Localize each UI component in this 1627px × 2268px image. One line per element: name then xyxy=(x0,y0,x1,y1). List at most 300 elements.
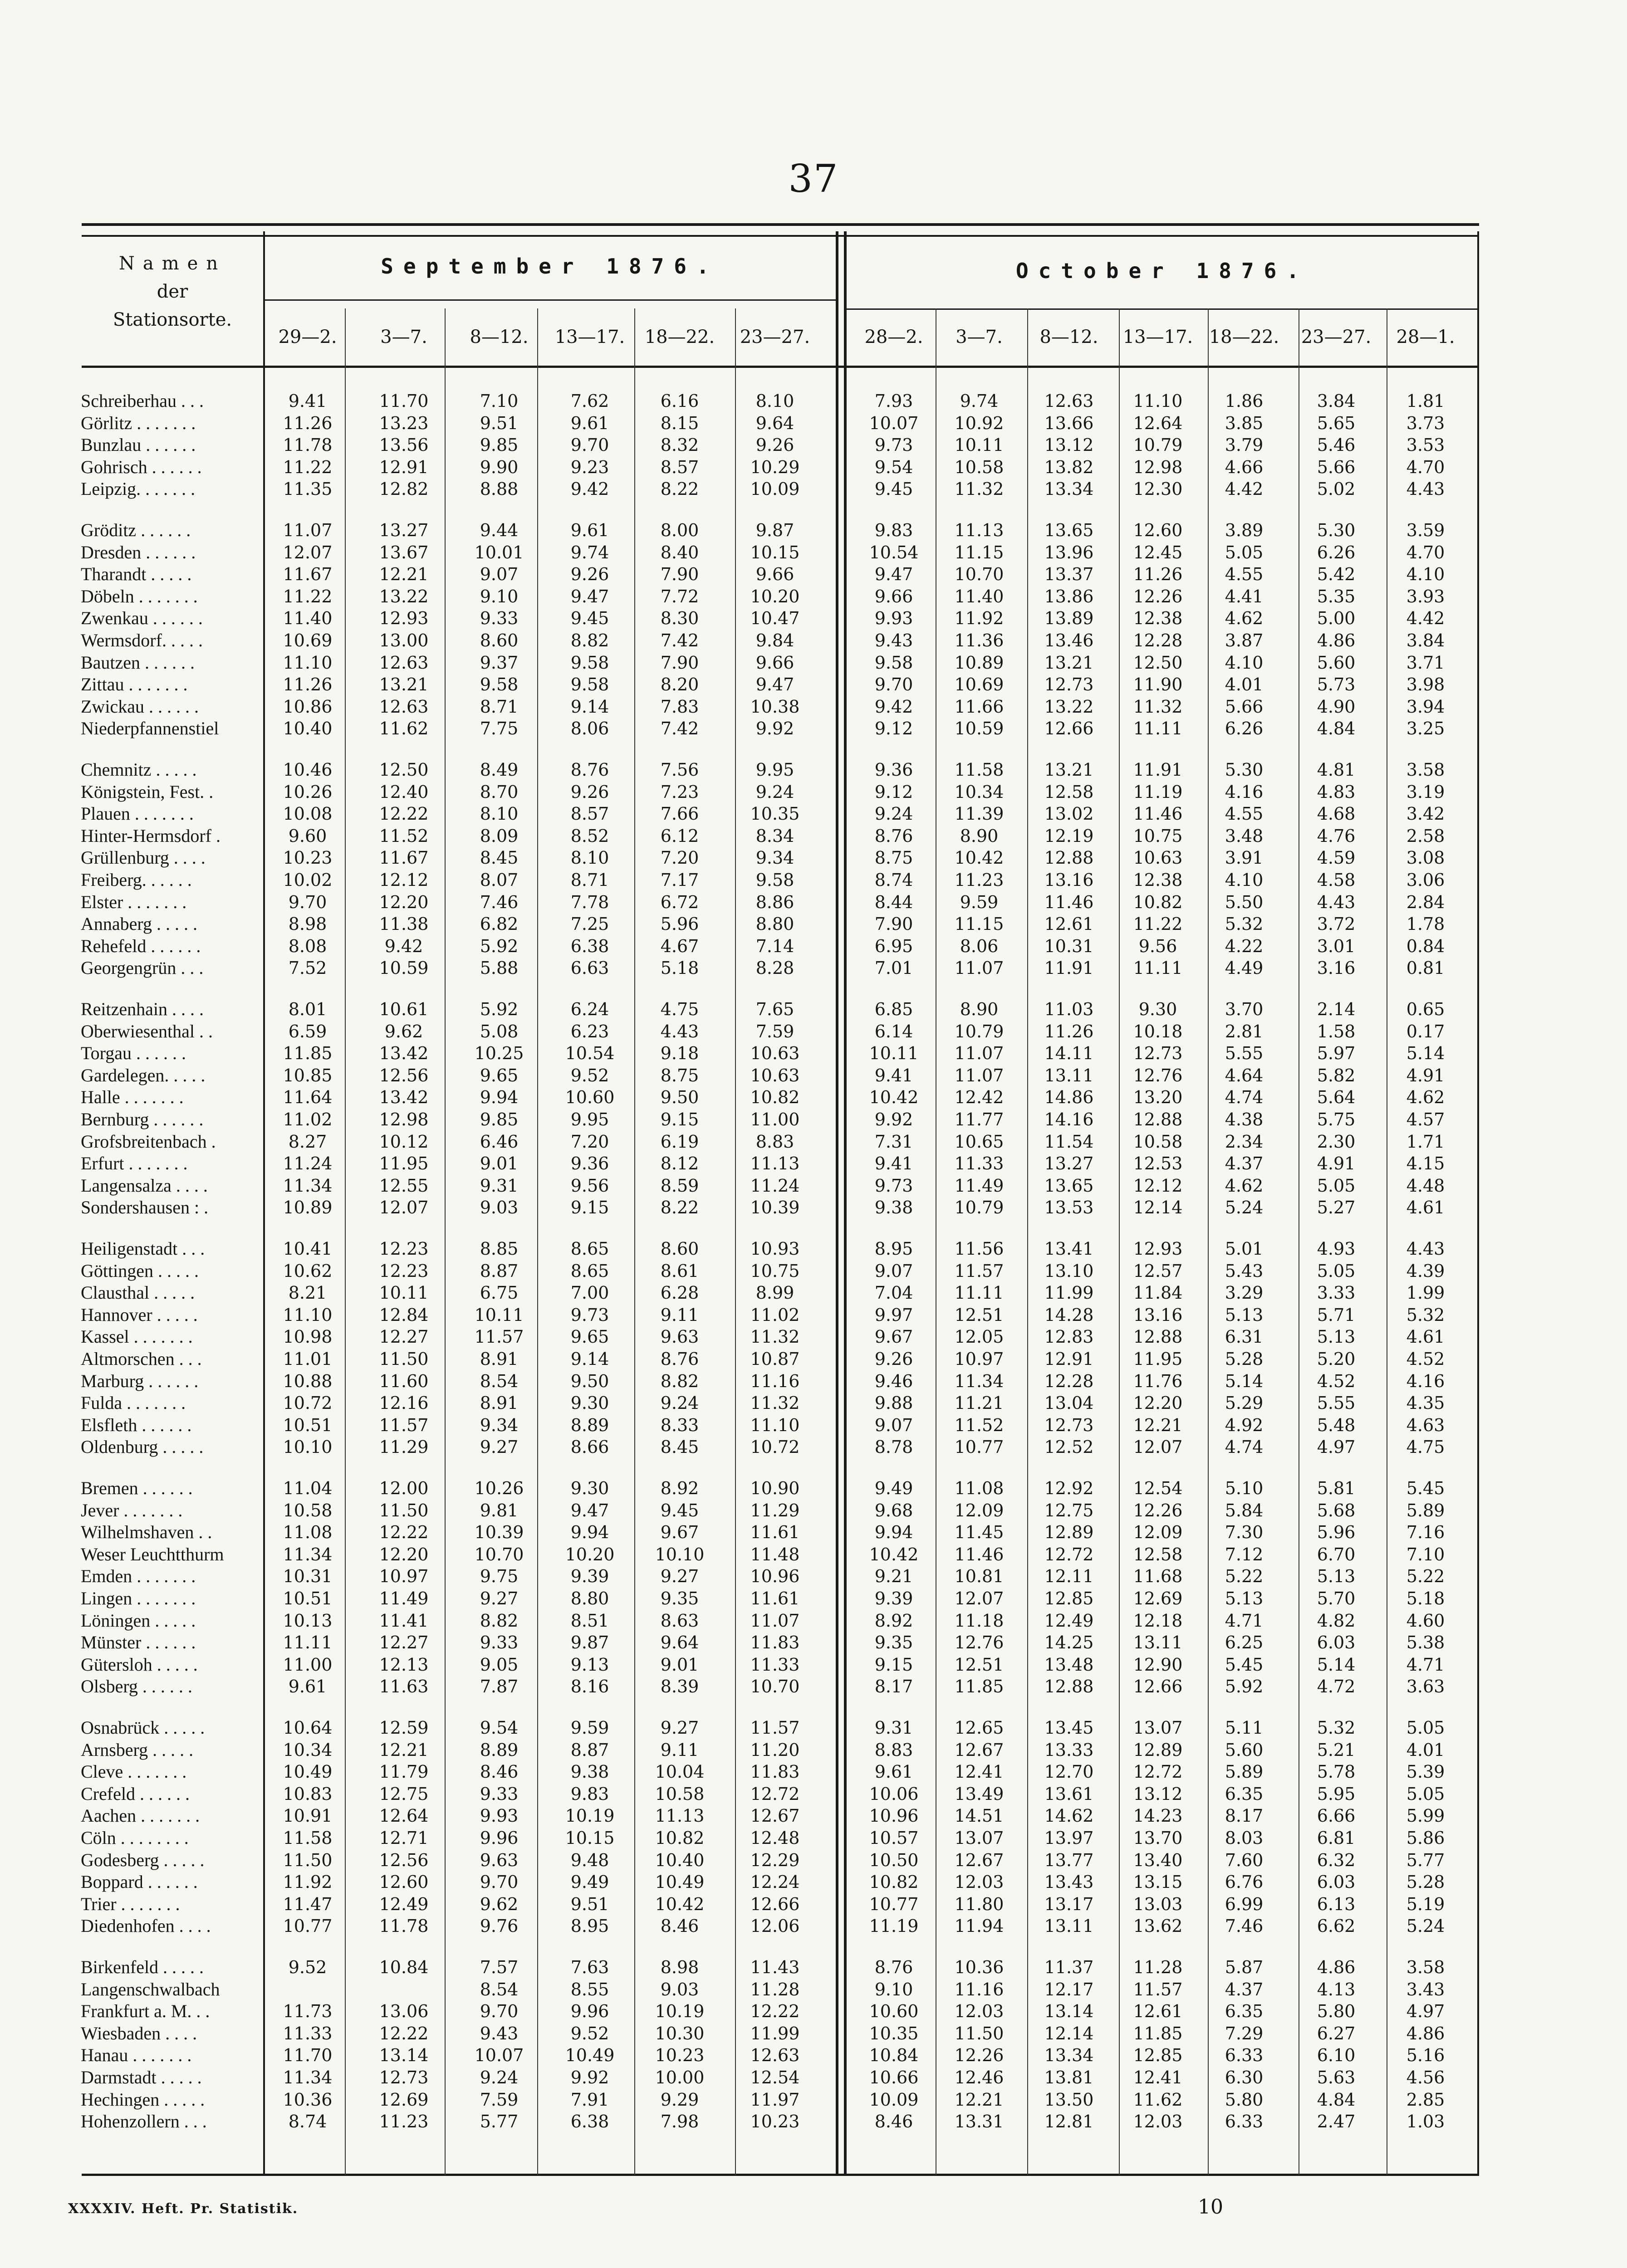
october-value: 4.37 xyxy=(1225,1979,1264,1999)
top-rule xyxy=(82,223,1479,226)
table-row xyxy=(0,1021,1627,1042)
october-value: 3.53 xyxy=(1406,435,1445,455)
station-name: Frankfurt a. M. . . xyxy=(81,2001,210,2022)
october-value: 9.49 xyxy=(874,1478,913,1498)
october-value: 9.61 xyxy=(874,1762,913,1782)
september-value: 9.61 xyxy=(570,413,609,433)
september-value: 9.29 xyxy=(660,2089,699,2110)
station-name: Chemnitz . . . . . xyxy=(81,759,197,780)
october-value: 12.72 xyxy=(1044,1544,1094,1564)
september-value: 7.75 xyxy=(480,719,519,739)
october-value: 12.07 xyxy=(1133,1437,1183,1457)
october-value: 9.43 xyxy=(874,631,913,650)
october-value: 2.14 xyxy=(1317,999,1356,1019)
october-value: 8.74 xyxy=(874,870,913,890)
september-value: 12.12 xyxy=(379,870,429,890)
october-value: 13.34 xyxy=(1044,479,1094,499)
october-value: 5.38 xyxy=(1406,1633,1445,1653)
september-value: 6.19 xyxy=(660,1131,699,1152)
october-value: 4.74 xyxy=(1225,1437,1264,1457)
september-value: 11.83 xyxy=(750,1633,800,1653)
october-value: 5.21 xyxy=(1317,1740,1356,1760)
october-value: 12.83 xyxy=(1044,1327,1094,1347)
station-name: Hanau . . . . . . . xyxy=(81,2045,192,2066)
september-value: 11.79 xyxy=(379,1762,429,1782)
september-value: 10.01 xyxy=(474,542,524,562)
october-value: 11.19 xyxy=(869,1916,919,1936)
september-value: 9.90 xyxy=(480,457,519,477)
october-title: October 1876. xyxy=(1015,259,1309,283)
september-value: 12.13 xyxy=(379,1654,429,1675)
table-row xyxy=(0,891,1627,913)
station-name: Gohrisch . . . . . . xyxy=(81,456,202,477)
october-value: 5.32 xyxy=(1406,1305,1445,1325)
september-value: 10.36 xyxy=(283,2089,333,2110)
september-value: 9.63 xyxy=(660,1327,699,1347)
september-value: 8.80 xyxy=(755,914,794,934)
september-value: 12.23 xyxy=(379,1239,429,1259)
september-value: 12.55 xyxy=(379,1175,429,1196)
september-value: 12.48 xyxy=(750,1828,800,1848)
september-value: 9.42 xyxy=(570,479,609,499)
september-value: 10.82 xyxy=(655,1828,705,1848)
september-value: 9.03 xyxy=(660,1979,699,1999)
october-value: 12.89 xyxy=(1044,1522,1094,1543)
september-value: 9.24 xyxy=(480,2068,519,2087)
september-value: 11.23 xyxy=(379,2112,429,2132)
september-value: 12.27 xyxy=(379,1327,429,1347)
september-value: 10.75 xyxy=(750,1261,800,1281)
september-value: 10.49 xyxy=(565,2045,615,2066)
september-value: 9.74 xyxy=(570,542,609,562)
october-value: 13.21 xyxy=(1044,652,1094,673)
september-value: 13.00 xyxy=(379,631,429,650)
september-value: 9.15 xyxy=(660,1110,699,1129)
october-value: 13.11 xyxy=(1044,1065,1094,1085)
september-value: 9.14 xyxy=(570,1349,609,1369)
october-value: 5.70 xyxy=(1317,1589,1356,1608)
september-value: 10.69 xyxy=(283,631,333,650)
september-value: 12.98 xyxy=(379,1110,429,1129)
september-value: 10.89 xyxy=(283,1198,333,1218)
september-value: 8.95 xyxy=(570,1916,609,1936)
station-name: Birkenfeld . . . . . xyxy=(81,1957,204,1977)
september-value: 10.12 xyxy=(379,1131,429,1152)
september-value: 11.64 xyxy=(283,1087,333,1108)
october-value: 11.62 xyxy=(1133,2089,1183,2110)
october-value: 3.73 xyxy=(1406,413,1445,433)
station-name: Rehefeld . . . . . . xyxy=(81,935,201,956)
september-value: 8.51 xyxy=(570,1610,609,1631)
october-value: 13.12 xyxy=(1133,1784,1183,1804)
table-row xyxy=(0,478,1627,500)
october-value: 6.31 xyxy=(1225,1327,1264,1347)
october-value: 5.48 xyxy=(1317,1415,1356,1435)
september-value: 9.23 xyxy=(570,457,609,477)
october-value: 6.66 xyxy=(1317,1806,1356,1826)
september-value: 10.58 xyxy=(283,1500,333,1520)
september-value: 8.32 xyxy=(660,435,699,455)
october-value: 2.30 xyxy=(1317,1131,1356,1152)
table-row xyxy=(0,718,1627,739)
september-value: 6.24 xyxy=(570,999,609,1019)
september-value: 5.88 xyxy=(480,958,519,978)
october-value: 13.21 xyxy=(1044,760,1094,780)
station-name: Königstein, Fest. . xyxy=(81,781,214,802)
table-row xyxy=(0,2111,1627,2132)
october-value: 3.71 xyxy=(1406,652,1445,673)
september-value: 8.22 xyxy=(660,479,699,499)
footer-sheet-number: 10 xyxy=(1198,2195,1223,2219)
station-name: Langenschwalbach xyxy=(81,1979,220,1999)
september-value: 8.98 xyxy=(660,1957,699,1977)
october-value: 9.39 xyxy=(874,1589,913,1608)
station-name: Görlitz . . . . . . . xyxy=(81,412,196,433)
september-value: 7.25 xyxy=(570,914,609,934)
september-value: 10.72 xyxy=(750,1437,800,1457)
september-value: 6.38 xyxy=(570,936,609,956)
october-value: 13.17 xyxy=(1044,1894,1094,1914)
october-value: 13.41 xyxy=(1044,1239,1094,1259)
station-name: Darmstadt . . . . . xyxy=(81,2067,202,2087)
top-rule-thin xyxy=(82,235,1479,237)
october-value: 12.88 xyxy=(1133,1327,1183,1347)
september-value: 7.52 xyxy=(288,958,327,978)
october-value: 6.03 xyxy=(1317,1633,1356,1653)
september-value: 8.60 xyxy=(660,1239,699,1259)
september-value: 8.70 xyxy=(480,782,519,802)
september-column-header: 8—12. xyxy=(470,327,529,347)
october-value: 4.83 xyxy=(1317,782,1356,802)
september-value: 11.58 xyxy=(283,1828,333,1848)
october-value: 13.16 xyxy=(1133,1305,1183,1325)
september-value: 12.23 xyxy=(379,1261,429,1281)
october-value: 13.03 xyxy=(1133,1894,1183,1914)
september-rule xyxy=(264,299,837,301)
october-value: 12.58 xyxy=(1044,782,1094,802)
station-name: Aachen . . . . . . . xyxy=(81,1805,200,1826)
table-row xyxy=(0,1065,1627,1086)
september-value: 9.87 xyxy=(755,520,794,540)
table-row xyxy=(0,1610,1627,1632)
october-value: 12.41 xyxy=(1133,2068,1183,2087)
october-value: 3.72 xyxy=(1317,914,1356,934)
september-value: 7.10 xyxy=(480,391,519,411)
october-value: 10.59 xyxy=(954,719,1004,739)
september-value: 12.54 xyxy=(750,2068,800,2087)
september-value: 8.61 xyxy=(660,1261,699,1281)
september-value: 8.82 xyxy=(480,1610,519,1631)
october-value: 14.25 xyxy=(1044,1633,1094,1653)
september-value: 8.57 xyxy=(570,804,609,824)
station-name: Altmorschen . . . xyxy=(81,1349,202,1369)
september-value: 10.07 xyxy=(474,2045,524,2066)
october-value: 4.61 xyxy=(1406,1198,1445,1218)
september-value: 8.45 xyxy=(480,848,519,868)
september-value: 4.67 xyxy=(660,936,699,956)
october-value: 14.28 xyxy=(1044,1305,1094,1325)
october-value: 3.79 xyxy=(1225,435,1264,455)
september-value: 5.92 xyxy=(480,936,519,956)
september-value: 7.59 xyxy=(480,2089,519,2110)
september-value: 11.24 xyxy=(750,1175,800,1196)
october-value: 4.71 xyxy=(1406,1654,1445,1675)
september-value: 9.33 xyxy=(480,1784,519,1804)
october-value: 10.50 xyxy=(869,1850,919,1870)
october-value: 13.20 xyxy=(1133,1087,1183,1108)
october-value: 14.16 xyxy=(1044,1110,1094,1129)
october-value: 10.34 xyxy=(954,782,1004,802)
september-value: 8.10 xyxy=(755,391,794,411)
october-value: 10.06 xyxy=(869,1784,919,1804)
station-name: Wilhelmshaven . . xyxy=(81,1522,212,1543)
october-value: 5.89 xyxy=(1406,1500,1445,1520)
september-value: 7.46 xyxy=(480,892,519,912)
october-value: 4.15 xyxy=(1406,1154,1445,1174)
september-value: 7.20 xyxy=(660,848,699,868)
october-value: 9.35 xyxy=(874,1633,913,1653)
october-value: 8.83 xyxy=(874,1740,913,1760)
september-value: 7.87 xyxy=(480,1677,519,1697)
september-value: 10.70 xyxy=(474,1544,524,1564)
october-value: 4.56 xyxy=(1406,2068,1445,2087)
september-value: 9.64 xyxy=(755,413,794,433)
september-value: 7.42 xyxy=(660,719,699,739)
september-value: 9.87 xyxy=(570,1633,609,1653)
october-value: 12.17 xyxy=(1044,1979,1094,1999)
september-value: 8.86 xyxy=(755,892,794,912)
september-value: 10.51 xyxy=(283,1415,333,1435)
october-value: 6.81 xyxy=(1317,1828,1356,1848)
station-name: Löningen . . . . . xyxy=(81,1610,196,1631)
september-value: 8.34 xyxy=(755,826,794,846)
september-value: 11.02 xyxy=(750,1305,800,1325)
october-value: 11.03 xyxy=(1044,999,1094,1019)
september-value: 12.22 xyxy=(379,2023,429,2043)
september-value: 10.19 xyxy=(655,2001,705,2022)
september-value: 8.83 xyxy=(755,1131,794,1152)
september-value: 5.96 xyxy=(660,914,699,934)
october-value: 11.76 xyxy=(1133,1371,1183,1391)
september-value: 9.52 xyxy=(570,1065,609,1085)
october-value: 9.07 xyxy=(874,1261,913,1281)
september-value: 9.05 xyxy=(480,1654,519,1675)
table-row xyxy=(0,1131,1627,1153)
october-value: 7.04 xyxy=(874,1283,913,1303)
september-value: 12.27 xyxy=(379,1633,429,1653)
october-value: 12.70 xyxy=(1044,1762,1094,1782)
october-value: 6.26 xyxy=(1317,542,1356,562)
october-value: 4.86 xyxy=(1317,631,1356,650)
october-value: 11.91 xyxy=(1133,760,1183,780)
october-value: 11.11 xyxy=(1133,958,1183,978)
september-value: 8.82 xyxy=(660,1371,699,1391)
october-value: 12.51 xyxy=(954,1305,1004,1325)
september-column-header: 23—27. xyxy=(740,327,810,347)
october-value: 13.12 xyxy=(1044,435,1094,455)
table-row xyxy=(0,825,1627,847)
october-value: 5.28 xyxy=(1225,1349,1264,1369)
september-value: 13.56 xyxy=(379,435,429,455)
september-value: 10.20 xyxy=(750,586,800,606)
october-value: 13.11 xyxy=(1133,1633,1183,1653)
september-value: 11.26 xyxy=(283,413,333,433)
table-row xyxy=(0,759,1627,781)
september-value: 9.54 xyxy=(480,1718,519,1738)
table-row xyxy=(0,696,1627,718)
october-value: 10.36 xyxy=(954,1957,1004,1977)
october-value: 4.66 xyxy=(1225,457,1264,477)
september-value: 8.06 xyxy=(570,719,609,739)
october-value: 3.94 xyxy=(1406,696,1445,717)
table-row xyxy=(0,2000,1627,2022)
september-value: 8.65 xyxy=(570,1261,609,1281)
october-value: 4.42 xyxy=(1225,479,1264,499)
october-value: 11.85 xyxy=(954,1677,1004,1697)
september-value: 6.59 xyxy=(288,1021,327,1041)
october-value: 13.14 xyxy=(1044,2001,1094,2022)
table-row xyxy=(0,1676,1627,1697)
station-name: Hannover . . . . . xyxy=(81,1304,198,1325)
september-value: 11.57 xyxy=(750,1718,800,1738)
september-value: 7.91 xyxy=(570,2089,609,2110)
september-value: 8.89 xyxy=(570,1415,609,1435)
station-name: Münster . . . . . . xyxy=(81,1632,196,1653)
october-value: 13.45 xyxy=(1044,1718,1094,1738)
october-value: 9.46 xyxy=(874,1371,913,1391)
october-value: 11.84 xyxy=(1133,1283,1183,1303)
table-row xyxy=(0,1109,1627,1130)
station-name: Elsfleth . . . . . . xyxy=(81,1414,192,1435)
table-row xyxy=(0,1197,1627,1218)
october-value: 5.46 xyxy=(1317,435,1356,455)
october-value: 12.09 xyxy=(954,1500,1004,1520)
october-value: 13.70 xyxy=(1133,1828,1183,1848)
september-value: 8.07 xyxy=(480,870,519,890)
october-value: 5.89 xyxy=(1225,1762,1264,1782)
september-value: 9.15 xyxy=(570,1198,609,1218)
october-value: 12.09 xyxy=(1133,1522,1183,1543)
october-value: 12.46 xyxy=(954,2068,1004,2087)
september-value: 7.63 xyxy=(570,1957,609,1977)
september-value: 8.92 xyxy=(660,1478,699,1498)
september-value: 12.49 xyxy=(379,1894,429,1914)
october-value: 4.43 xyxy=(1317,892,1356,912)
september-value: 11.34 xyxy=(283,2068,333,2087)
station-name: Grofsbreitenbach . xyxy=(81,1131,216,1152)
station-name: Kassel . . . . . . . xyxy=(81,1326,193,1347)
october-value: 10.11 xyxy=(954,435,1004,455)
october-value: 5.22 xyxy=(1225,1566,1264,1587)
october-value: 11.37 xyxy=(1044,1957,1094,1977)
october-rule xyxy=(845,308,1479,310)
october-value: 1.99 xyxy=(1406,1283,1445,1303)
october-value: 1.81 xyxy=(1406,391,1445,411)
september-value: 9.58 xyxy=(570,652,609,673)
october-value: 11.45 xyxy=(954,1522,1004,1543)
station-name: Cöln . . . . . . . . xyxy=(81,1828,189,1848)
october-value: 9.56 xyxy=(1138,936,1177,956)
september-value: 9.64 xyxy=(660,1633,699,1653)
table-row xyxy=(0,1348,1627,1370)
september-value: 11.40 xyxy=(283,608,333,629)
october-value: 12.26 xyxy=(1133,1500,1183,1520)
october-value: 7.12 xyxy=(1225,1544,1264,1564)
october-value: 9.41 xyxy=(874,1154,913,1174)
september-value: 11.97 xyxy=(750,2089,800,2110)
station-name: Godesberg . . . . . xyxy=(81,1849,205,1870)
october-value: 5.68 xyxy=(1317,1500,1356,1520)
table-row xyxy=(0,1827,1627,1849)
table-row xyxy=(0,1717,1627,1739)
october-value: 10.63 xyxy=(1133,848,1183,868)
october-value: 5.05 xyxy=(1225,542,1264,562)
october-value: 11.15 xyxy=(954,914,1004,934)
table-row xyxy=(0,652,1627,674)
september-value: 12.69 xyxy=(379,2089,429,2110)
september-value: 10.49 xyxy=(283,1762,333,1782)
september-value: 8.55 xyxy=(570,1979,609,1999)
september-value: 8.39 xyxy=(660,1677,699,1697)
october-value: 13.66 xyxy=(1044,413,1094,433)
october-value: 11.26 xyxy=(1133,564,1183,585)
september-value: 8.16 xyxy=(570,1677,609,1697)
station-name: Weser Leuchtthurm xyxy=(81,1544,224,1564)
september-value: 8.89 xyxy=(480,1740,519,1760)
october-value: 5.42 xyxy=(1317,564,1356,585)
september-value: 9.13 xyxy=(570,1654,609,1675)
september-value: 10.63 xyxy=(750,1065,800,1085)
october-value: 9.38 xyxy=(874,1198,913,1218)
september-value: 10.51 xyxy=(283,1589,333,1608)
station-name: Bunzlau . . . . . . xyxy=(81,435,196,455)
table-row xyxy=(0,1805,1627,1827)
september-value: 9.58 xyxy=(755,870,794,890)
september-value: 9.63 xyxy=(480,1850,519,1870)
october-value: 4.62 xyxy=(1225,608,1264,629)
september-value: 10.34 xyxy=(283,1740,333,1760)
september-value: 9.42 xyxy=(384,936,423,956)
station-name: Emden . . . . . . . xyxy=(81,1566,196,1587)
table-row xyxy=(0,2067,1627,2088)
october-value: 13.65 xyxy=(1044,1175,1094,1196)
october-value: 11.50 xyxy=(954,2023,1004,2043)
october-value: 6.85 xyxy=(874,999,913,1019)
october-value: 5.11 xyxy=(1225,1718,1264,1738)
september-value: 10.58 xyxy=(655,1784,705,1804)
october-value: 12.61 xyxy=(1133,2001,1183,2022)
station-name: Arnsberg . . . . . xyxy=(81,1739,194,1760)
october-value: 13.10 xyxy=(1044,1261,1094,1281)
september-value: 12.64 xyxy=(379,1806,429,1826)
october-value: 5.80 xyxy=(1317,2001,1356,2022)
table-row xyxy=(0,1304,1627,1326)
october-value: 5.45 xyxy=(1225,1654,1264,1675)
september-value: 11.33 xyxy=(283,2023,333,2043)
september-value: 13.22 xyxy=(379,586,429,606)
september-value: 7.90 xyxy=(660,652,699,673)
october-value: 1.78 xyxy=(1406,914,1445,934)
october-value: 6.14 xyxy=(874,1021,913,1041)
october-value: 4.48 xyxy=(1406,1175,1445,1196)
station-name: Bautzen . . . . . . xyxy=(81,652,195,673)
october-value: 12.89 xyxy=(1133,1740,1183,1760)
october-value: 6.30 xyxy=(1225,2068,1264,2087)
september-value: 11.52 xyxy=(379,826,429,846)
september-value: 9.33 xyxy=(480,608,519,629)
september-value: 9.62 xyxy=(480,1894,519,1914)
station-name: Niederpfannenstiel xyxy=(81,718,219,739)
